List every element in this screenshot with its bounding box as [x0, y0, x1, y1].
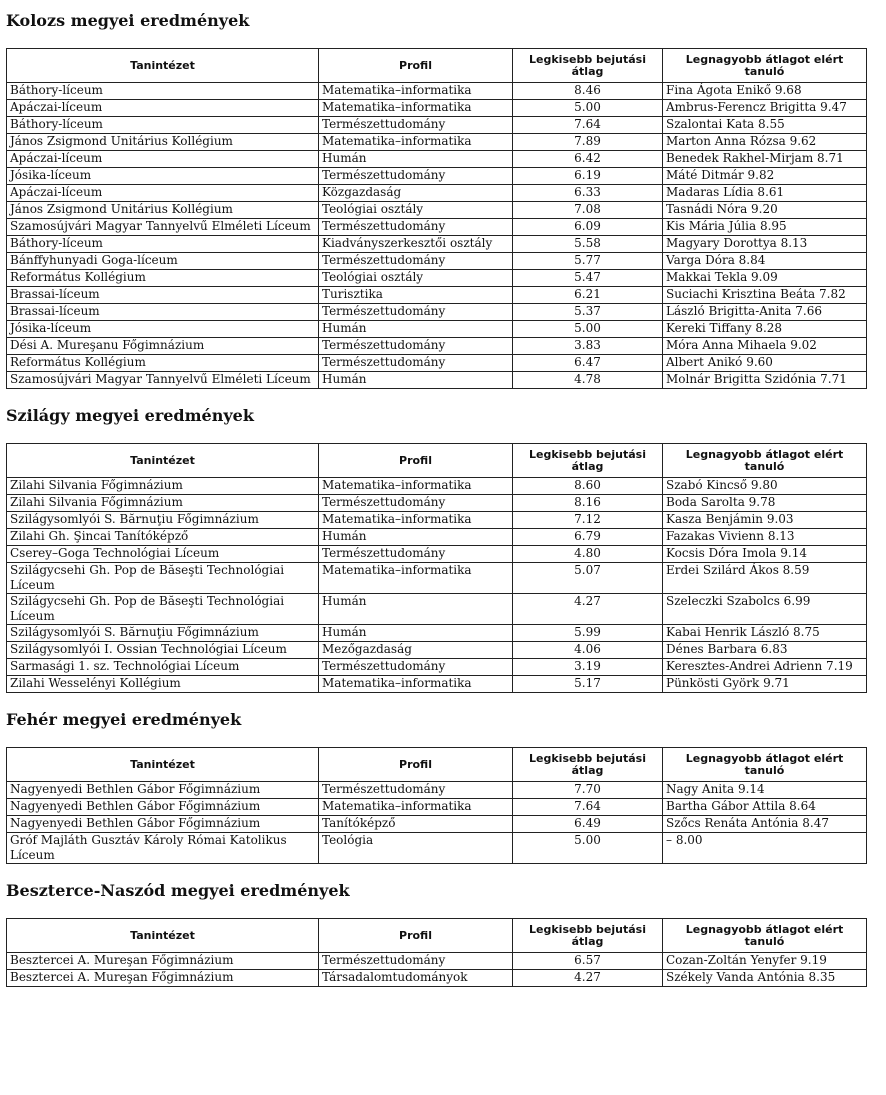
header-institution: Tanintézet: [7, 748, 319, 782]
cell-institution: Nagyenyedi Bethlen Gábor Főgimnázium: [7, 799, 319, 816]
cell-min-average: 6.42: [513, 151, 663, 168]
cell-profile: Természettudomány: [319, 355, 513, 372]
cell-top-student: Szeleczki Szabolcs 6.99: [663, 594, 867, 625]
cell-profile: Matematika–informatika: [319, 478, 513, 495]
table-row: [7, 372, 867, 389]
table-row: [7, 816, 867, 833]
cell-institution: Jósika-líceum: [7, 168, 319, 185]
cell-profile: Teológia: [319, 833, 513, 864]
cell-institution: Besztercei A. Mureşan Főgimnázium: [7, 953, 319, 970]
cell-profile: Humán: [319, 529, 513, 546]
results-table: [6, 747, 867, 864]
table-row: [7, 478, 867, 495]
cell-profile: Humán: [319, 321, 513, 338]
cell-profile: Matematika–informatika: [319, 676, 513, 693]
cell-min-average: 6.21: [513, 287, 663, 304]
cell-top-student: Molnár Brigitta Szidónia 7.71: [663, 372, 867, 389]
header-profile: Profil: [319, 919, 513, 953]
table-row: [7, 83, 867, 100]
cell-top-student: – 8.00: [663, 833, 867, 864]
cell-top-student: Magyary Dorottya 8.13: [663, 236, 867, 253]
cell-profile: Matematika–informatika: [319, 799, 513, 816]
header-profile: Profil: [319, 444, 513, 478]
table-row: [7, 953, 867, 970]
cell-min-average: 6.79: [513, 529, 663, 546]
cell-institution: Szilágycsehi Gh. Pop de Băseşti Technológiai Líceum: [7, 563, 319, 594]
cell-institution: Sarmasági 1. sz. Technológiai Líceum: [7, 659, 319, 676]
cell-top-student: Kis Mária Júlia 8.95: [663, 219, 867, 236]
cell-min-average: 5.07: [513, 563, 663, 594]
header-row: [7, 444, 867, 478]
section-title: Kolozs megyei eredmények: [6, 11, 250, 30]
cell-institution: Brassai-líceum: [7, 304, 319, 321]
cell-profile: Természettudomány: [319, 304, 513, 321]
cell-top-student: Szalontai Kata 8.55: [663, 117, 867, 134]
cell-top-student: Ambrus-Ferencz Brigitta 9.47: [663, 100, 867, 117]
cell-institution: Szamosújvári Magyar Tannyelvű Elméleti Líceum: [7, 372, 319, 389]
cell-top-student: Máté Ditmár 9.82: [663, 168, 867, 185]
cell-institution: Nagyenyedi Bethlen Gábor Főgimnázium: [7, 782, 319, 799]
cell-top-student: Kereki Tiffany 8.28: [663, 321, 867, 338]
table-row: [7, 495, 867, 512]
header-top-student: Legnagyobb átlagot elért tanuló: [663, 748, 867, 782]
table-row: [7, 151, 867, 168]
results-table: [6, 48, 867, 389]
cell-min-average: 6.33: [513, 185, 663, 202]
cell-institution: Apáczai-líceum: [7, 151, 319, 168]
table-row: [7, 219, 867, 236]
cell-profile: Humán: [319, 372, 513, 389]
header-row: [7, 748, 867, 782]
cell-institution: Zilahi Silvania Főgimnázium: [7, 478, 319, 495]
table-row: [7, 168, 867, 185]
cell-institution: Gróf Majláth Gusztáv Károly Római Katolikus Líceum: [7, 833, 319, 864]
cell-min-average: 5.00: [513, 833, 663, 864]
header-institution: Tanintézet: [7, 919, 319, 953]
cell-top-student: Fina Ágota Enikő 9.68: [663, 83, 867, 100]
cell-min-average: 5.77: [513, 253, 663, 270]
cell-min-average: 5.17: [513, 676, 663, 693]
cell-institution: János Zsigmond Unitárius Kollégium: [7, 134, 319, 151]
cell-institution: Zilahi Wesselényi Kollégium: [7, 676, 319, 693]
cell-min-average: 8.46: [513, 83, 663, 100]
header-institution: Tanintézet: [7, 49, 319, 83]
cell-profile: Természettudomány: [319, 782, 513, 799]
header-min-average: Legkisebb bejutási átlag: [513, 748, 663, 782]
cell-top-student: Szabó Kincső 9.80: [663, 478, 867, 495]
cell-min-average: 4.06: [513, 642, 663, 659]
header-row: [7, 49, 867, 83]
cell-min-average: 7.70: [513, 782, 663, 799]
cell-top-student: Keresztes-Andrei Adrienn 7.19: [663, 659, 867, 676]
cell-profile: Humán: [319, 594, 513, 625]
cell-institution: Szamosújvári Magyar Tannyelvű Elméleti Líceum: [7, 219, 319, 236]
cell-min-average: 5.99: [513, 625, 663, 642]
cell-profile: Természettudomány: [319, 219, 513, 236]
table-row: [7, 236, 867, 253]
section-title: Fehér megyei eredmények: [6, 710, 242, 729]
results-section: [6, 710, 866, 864]
table-row: [7, 529, 867, 546]
cell-profile: Matematika–informatika: [319, 563, 513, 594]
cell-top-student: Szőcs Renáta Antónia 8.47: [663, 816, 867, 833]
cell-profile: Tanítóképző: [319, 816, 513, 833]
cell-profile: Humán: [319, 151, 513, 168]
cell-profile: Természettudomány: [319, 495, 513, 512]
cell-institution: János Zsigmond Unitárius Kollégium: [7, 202, 319, 219]
cell-top-student: Móra Anna Mihaela 9.02: [663, 338, 867, 355]
results-section: [6, 11, 866, 389]
cell-profile: Teológiai osztály: [319, 270, 513, 287]
header-top-student: Legnagyobb átlagot elért tanuló: [663, 444, 867, 478]
cell-profile: Matematika–informatika: [319, 100, 513, 117]
cell-min-average: 4.80: [513, 546, 663, 563]
table-row: [7, 659, 867, 676]
cell-top-student: Dénes Barbara 6.83: [663, 642, 867, 659]
cell-profile: Természettudomány: [319, 338, 513, 355]
cell-profile: Turisztika: [319, 287, 513, 304]
cell-top-student: Fazakas Vivienn 8.13: [663, 529, 867, 546]
cell-profile: Természettudomány: [319, 253, 513, 270]
table-row: [7, 117, 867, 134]
section-title: Beszterce-Naszód megyei eredmények: [6, 881, 350, 900]
cell-profile: Társadalomtudományok: [319, 970, 513, 987]
cell-top-student: Erdei Szilárd Ákos 8.59: [663, 563, 867, 594]
table-row: [7, 625, 867, 642]
cell-institution: Református Kollégium: [7, 270, 319, 287]
cell-top-student: Marton Anna Rózsa 9.62: [663, 134, 867, 151]
cell-institution: Báthory-líceum: [7, 83, 319, 100]
cell-profile: Teológiai osztály: [319, 202, 513, 219]
header-profile: Profil: [319, 748, 513, 782]
table-row: [7, 321, 867, 338]
cell-top-student: Székely Vanda Antónia 8.35: [663, 970, 867, 987]
results-section: [6, 881, 866, 987]
cell-profile: Közgazdaság: [319, 185, 513, 202]
cell-min-average: 5.37: [513, 304, 663, 321]
cell-top-student: Makkai Tekla 9.09: [663, 270, 867, 287]
cell-min-average: 7.64: [513, 117, 663, 134]
cell-min-average: 7.89: [513, 134, 663, 151]
cell-min-average: 7.12: [513, 512, 663, 529]
cell-min-average: 4.78: [513, 372, 663, 389]
header-institution: Tanintézet: [7, 444, 319, 478]
cell-min-average: 7.08: [513, 202, 663, 219]
cell-profile: Természettudomány: [319, 953, 513, 970]
cell-min-average: 3.83: [513, 338, 663, 355]
cell-institution: Szilágysomlyói I. Ossian Technológiai Líceum: [7, 642, 319, 659]
header-min-average: Legkisebb bejutási átlag: [513, 49, 663, 83]
cell-min-average: 3.19: [513, 659, 663, 676]
cell-min-average: 6.49: [513, 816, 663, 833]
cell-institution: Cserey–Goga Technológiai Líceum: [7, 546, 319, 563]
table-row: [7, 512, 867, 529]
cell-min-average: 5.00: [513, 321, 663, 338]
cell-top-student: Tasnádi Nóra 9.20: [663, 202, 867, 219]
cell-institution: Református Kollégium: [7, 355, 319, 372]
cell-min-average: 4.27: [513, 594, 663, 625]
cell-top-student: Madaras Lídia 8.61: [663, 185, 867, 202]
header-min-average: Legkisebb bejutási átlag: [513, 444, 663, 478]
cell-min-average: 6.19: [513, 168, 663, 185]
results-table: [6, 918, 867, 987]
table-row: [7, 833, 867, 864]
results-table: [6, 443, 867, 693]
table-row: [7, 202, 867, 219]
cell-institution: Bánffyhunyadi Goga-líceum: [7, 253, 319, 270]
cell-top-student: Pünkösti Györk 9.71: [663, 676, 867, 693]
cell-profile: Természettudomány: [319, 168, 513, 185]
table-row: [7, 134, 867, 151]
cell-profile: Természettudomány: [319, 546, 513, 563]
cell-top-student: Benedek Rakhel-Mirjam 8.71: [663, 151, 867, 168]
cell-top-student: Kocsis Dóra Imola 9.14: [663, 546, 867, 563]
table-row: [7, 546, 867, 563]
cell-institution: Zilahi Gh. Şincai Tanítóképző: [7, 529, 319, 546]
cell-top-student: Kabai Henrik László 8.75: [663, 625, 867, 642]
table-row: [7, 676, 867, 693]
cell-institution: Dési A. Mureşanu Főgimnázium: [7, 338, 319, 355]
cell-profile: Természettudomány: [319, 659, 513, 676]
cell-min-average: 6.47: [513, 355, 663, 372]
cell-institution: Szilágysomlyói S. Bărnuţiu Főgimnázium: [7, 625, 319, 642]
header-min-average: Legkisebb bejutási átlag: [513, 919, 663, 953]
cell-profile: Matematika–informatika: [319, 512, 513, 529]
cell-institution: Báthory-líceum: [7, 117, 319, 134]
section-title: Szilágy megyei eredmények: [6, 406, 254, 425]
table-row: [7, 799, 867, 816]
cell-profile: Természettudomány: [319, 117, 513, 134]
cell-profile: Humán: [319, 625, 513, 642]
table-row: [7, 304, 867, 321]
table-row: [7, 253, 867, 270]
cell-min-average: 7.64: [513, 799, 663, 816]
cell-top-student: Nagy Anita 9.14: [663, 782, 867, 799]
cell-top-student: Kasza Benjámin 9.03: [663, 512, 867, 529]
table-row: [7, 594, 867, 625]
table-row: [7, 782, 867, 799]
cell-top-student: Suciachi Krisztina Beáta 7.82: [663, 287, 867, 304]
cell-institution: Szilágysomlyói S. Bărnuţiu Főgimnázium: [7, 512, 319, 529]
cell-min-average: 6.57: [513, 953, 663, 970]
cell-top-student: Boda Sarolta 9.78: [663, 495, 867, 512]
cell-min-average: 4.27: [513, 970, 663, 987]
cell-institution: Nagyenyedi Bethlen Gábor Főgimnázium: [7, 816, 319, 833]
table-row: [7, 563, 867, 594]
cell-min-average: 6.09: [513, 219, 663, 236]
header-top-student: Legnagyobb átlagot elért tanuló: [663, 919, 867, 953]
header-top-student: Legnagyobb átlagot elért tanuló: [663, 49, 867, 83]
cell-institution: Apáczai-líceum: [7, 100, 319, 117]
header-profile: Profil: [319, 49, 513, 83]
cell-top-student: Varga Dóra 8.84: [663, 253, 867, 270]
cell-min-average: 8.60: [513, 478, 663, 495]
cell-institution: Jósika-líceum: [7, 321, 319, 338]
table-row: [7, 338, 867, 355]
table-row: [7, 355, 867, 372]
header-row: [7, 919, 867, 953]
cell-min-average: 5.47: [513, 270, 663, 287]
cell-profile: Matematika–informatika: [319, 134, 513, 151]
cell-institution: Báthory-líceum: [7, 236, 319, 253]
cell-min-average: 5.58: [513, 236, 663, 253]
results-section: [6, 406, 866, 693]
table-row: [7, 185, 867, 202]
cell-top-student: Bartha Gábor Attila 8.64: [663, 799, 867, 816]
cell-top-student: Albert Anikó 9.60: [663, 355, 867, 372]
table-row: [7, 100, 867, 117]
table-row: [7, 287, 867, 304]
cell-institution: Szilágycsehi Gh. Pop de Băseşti Technológiai Líceum: [7, 594, 319, 625]
table-row: [7, 970, 867, 987]
table-row: [7, 270, 867, 287]
cell-min-average: 8.16: [513, 495, 663, 512]
document: [0, 11, 886, 987]
cell-profile: Matematika–informatika: [319, 83, 513, 100]
cell-institution: Apáczai-líceum: [7, 185, 319, 202]
cell-institution: Brassai-líceum: [7, 287, 319, 304]
cell-top-student: Cozan-Zoltán Yenyfer 9.19: [663, 953, 867, 970]
cell-institution: Zilahi Silvania Főgimnázium: [7, 495, 319, 512]
cell-top-student: László Brigitta-Anita 7.66: [663, 304, 867, 321]
table-row: [7, 642, 867, 659]
cell-profile: Kiadványszerkesztői osztály: [319, 236, 513, 253]
cell-min-average: 5.00: [513, 100, 663, 117]
cell-institution: Besztercei A. Mureşan Főgimnázium: [7, 970, 319, 987]
cell-profile: Mezőgazdaság: [319, 642, 513, 659]
